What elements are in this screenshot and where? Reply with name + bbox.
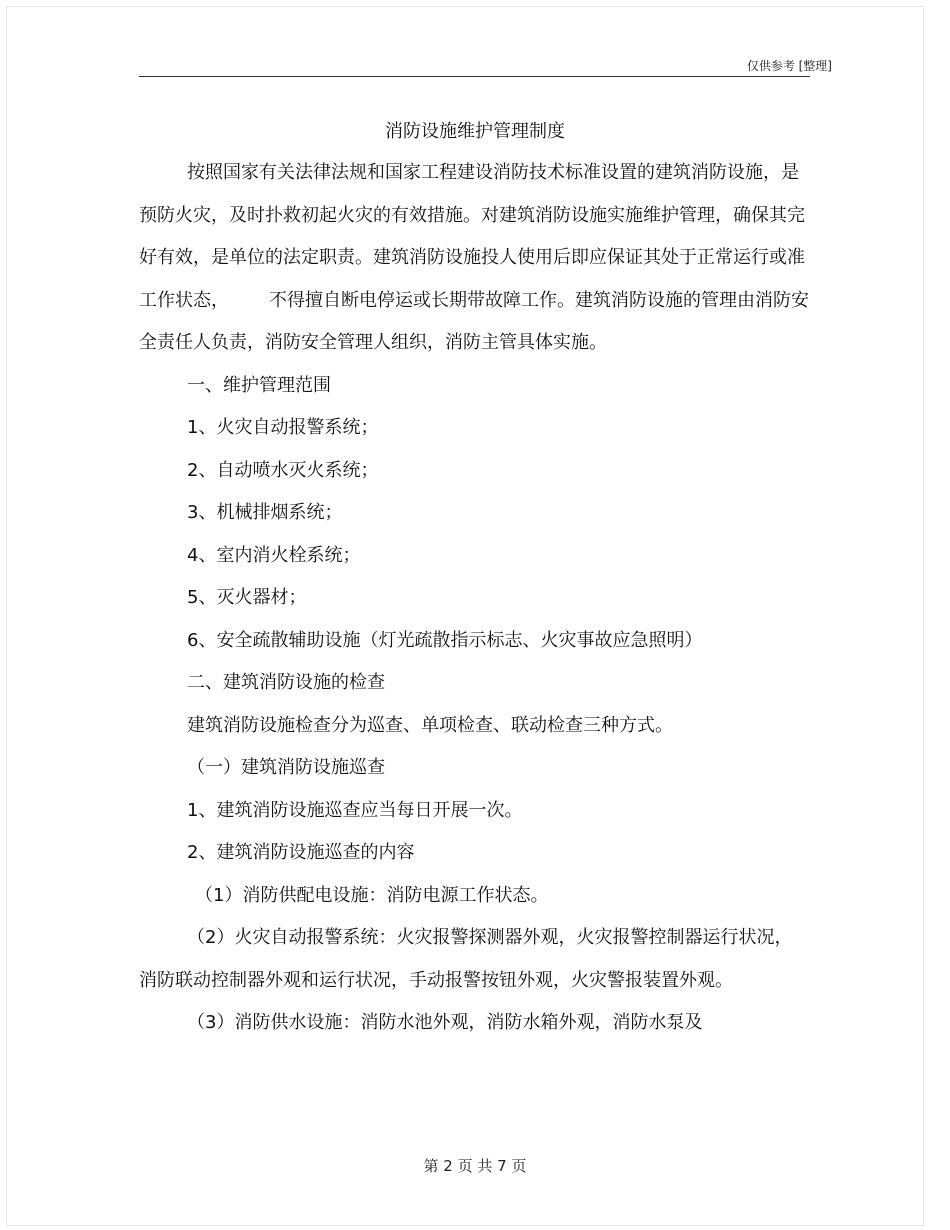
page-number: 第 2 页 共 7 页 xyxy=(423,1157,527,1175)
section-heading: 二、建筑消防设施的检查 xyxy=(187,672,385,693)
intro-paragraph xyxy=(139,152,810,365)
list-item: 3、机械排烟系统； xyxy=(187,502,343,523)
intro-text-a: 按照国家有关法律法规和国家工程建设消防技术标准设置的建筑消防设施，是预防火灾，及时扑救初起火灾的有效措施。对建筑消防设施实施维护管理，确保其完好有效，是单位的法定职责。建筑消防设施投人使用后即应保证其处于正常运行或准工作状态， xyxy=(139,162,805,311)
list-item: 2、自动喷水灭火系统； xyxy=(187,459,379,481)
list-item: 4、室内消火栓系统； xyxy=(187,544,361,566)
list-item: 1、建筑消防设施巡查应当每日开展一次。 xyxy=(187,799,523,821)
content-paragraph: （2）火灾自动报警系统：火灾报警探测器外观，火灾报警控制器运行状况，消防联动控制器外观和运行状况，手动报警按钮外观，火灾警报装置外观。 xyxy=(139,927,793,991)
section-description: 建筑消防设施检查分为巡查、单项检查、联动检查三种方式。 xyxy=(187,714,673,736)
list-item: 2、建筑消防设施巡查的内容 xyxy=(187,842,415,863)
list-item: 6、安全疏散辅助设施（灯光疏散指示标志、火灾事故应急照明） xyxy=(187,629,703,651)
list-item: 5、灭火器材； xyxy=(187,587,307,608)
intro-text-b: 不得擅自断电停运或长期带故障工作。建筑消防设施的管理由消防安全责任人负责，消防安全管理人组织，消防主管具体实施。 xyxy=(139,289,809,353)
subsection-heading: （一）建筑消防设施巡查 xyxy=(187,757,385,778)
section-heading: 一、维护管理范围 xyxy=(187,374,331,396)
header-note: 仅供参考 [整理] xyxy=(746,59,832,73)
list-item: 1、火灾自动报警系统； xyxy=(187,417,379,438)
content-item: （1）消防供配电设施：消防电源工作状态。 xyxy=(195,884,549,906)
document-body xyxy=(139,152,810,1045)
content-paragraph: （3）消防供水设施：消防水池外观，消防水箱外观，消防水泵及 xyxy=(187,1012,703,1033)
document-title: 消防设施维护管理制度 xyxy=(385,121,565,142)
header-divider xyxy=(139,76,810,77)
